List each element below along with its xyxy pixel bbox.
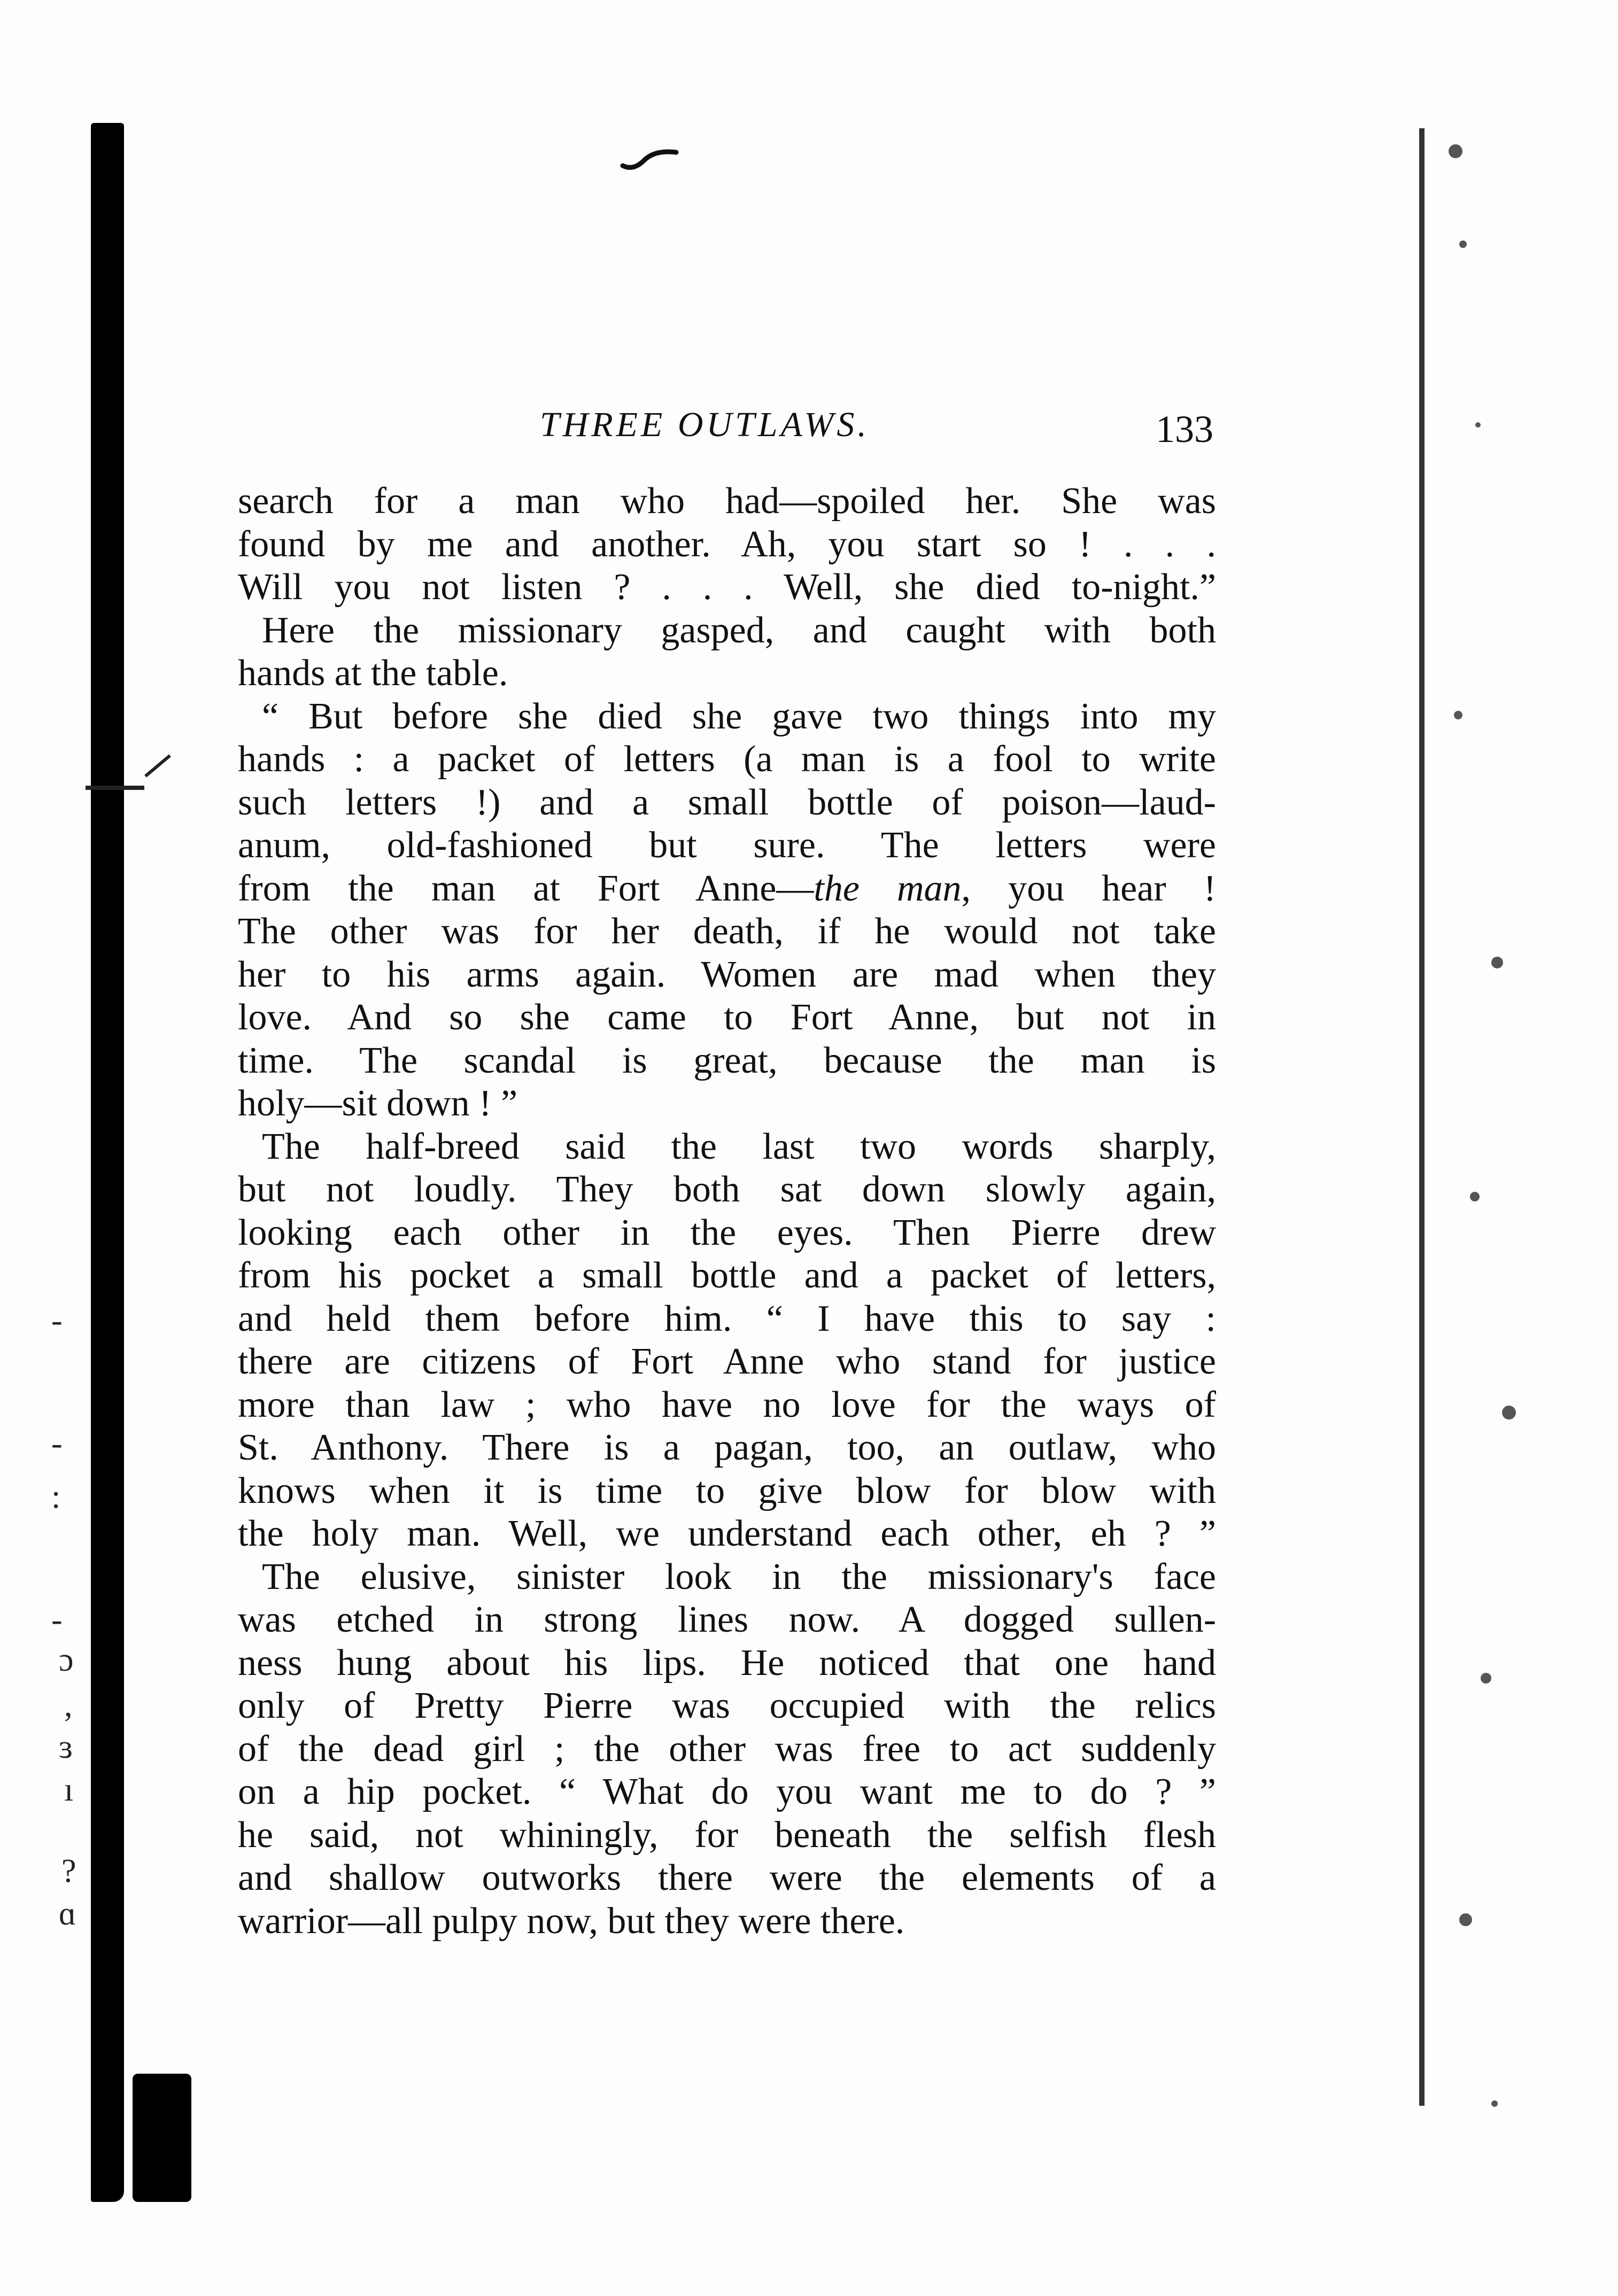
page-edge-right: [1411, 123, 1582, 2111]
body-text: [238, 480, 1216, 1943]
margin-fragment: -: [51, 1302, 63, 1339]
text-line: there are citizens of Fort Anne who stand for justice: [238, 1341, 1216, 1382]
text-line: The half-breed said the last two words sharply,: [262, 1126, 1216, 1167]
text-line: ness hung about his lips. He noticed that one hand: [238, 1642, 1216, 1684]
margin-fragment: ɜ: [59, 1729, 73, 1765]
text-line: hands : a packet of letters (a man is a fool to write: [238, 739, 1216, 780]
text-line: St. Anthony. There is a pagan, too, an outlaw, who: [238, 1427, 1216, 1468]
text-line: such letters !) and a small bottle of poison—laud-: [238, 781, 1216, 823]
text-line: warrior—all pulpy now, but they were there.: [238, 1900, 905, 1942]
text-line: search for a man who had—spoiled her. She was: [238, 480, 1216, 522]
text-line: was etched in strong lines now. A dogged sullen-: [238, 1599, 1216, 1640]
text-line: “ But before she died she gave two things into my: [262, 695, 1216, 737]
text-line: he said, not whiningly, for beneath the selfish flesh: [238, 1814, 1216, 1856]
margin-fragment: -: [51, 1425, 63, 1462]
text-line: her to his arms again. Women are mad when they: [238, 953, 1216, 995]
margin-fragment: ?: [61, 1853, 76, 1889]
text-line: holy—sit down ! ”: [238, 1083, 518, 1124]
text-line: love. And so she came to Fort Anne, but not in: [238, 997, 1216, 1038]
text-line: Will you not listen ? . . . Well, she died to-night.”: [238, 567, 1216, 608]
text-line: time. The scandal is great, because the man is: [238, 1040, 1216, 1081]
text-line: but not loudly. They both sat down slowly again,: [238, 1169, 1216, 1210]
text-line: The other was for her death, if he would not take: [238, 911, 1216, 952]
running-title: THREE OUTLAWS.: [540, 405, 870, 444]
binding-shadow-tail: [133, 2074, 191, 2202]
text-line: found by me and another. Ah, you start so ! . . .: [238, 523, 1216, 565]
margin-tick: [86, 786, 144, 790]
text-line: more than law ; who have no love for the ways of: [238, 1384, 1216, 1425]
binding-shadow: [91, 123, 124, 2202]
margin-fragment: ,: [64, 1687, 73, 1724]
text-line: anum, old-fashioned but sure. The letters were: [238, 825, 1216, 866]
text-line: knows when it is time to give blow for blow with: [238, 1470, 1216, 1511]
text-line: The elusive, sinister look in the missionary's face: [262, 1556, 1216, 1597]
text-line: hands at the table.: [238, 653, 508, 694]
margin-fragment: ı: [64, 1772, 74, 1808]
margin-fragment: ɑ: [59, 1896, 76, 1932]
margin-tick: [144, 754, 171, 777]
text-line: and held them before him. “ I have this to say :: [238, 1298, 1216, 1339]
text-line: Here the missionary gasped, and caught with both: [262, 609, 1216, 651]
text-line: [238, 867, 1216, 911]
text-line: from his pocket a small bottle and a packet of letters,: [238, 1255, 1216, 1296]
margin-fragment: -: [51, 1602, 63, 1638]
text-line: the holy man. Well, we understand each other, eh ? ”: [238, 1513, 1216, 1554]
text-line: on a hip pocket. “ What do you want me to do ? ”: [238, 1771, 1216, 1812]
page-number: 133: [1156, 408, 1213, 451]
text-run: , you hear !: [961, 867, 1216, 909]
running-head: [235, 401, 1213, 449]
margin-fragment: :: [51, 1479, 61, 1515]
text-line: of the dead girl ; the other was free to act suddenly: [238, 1728, 1216, 1770]
text-line: and shallow outworks there were the elements of a: [238, 1857, 1216, 1898]
ink-mark-top: [620, 142, 679, 174]
margin-fragment: ɔ: [59, 1642, 74, 1678]
italic-run: the man: [814, 867, 962, 909]
text-run: from the man at Fort Anne—: [238, 867, 814, 909]
text-line: looking each other in the eyes. Then Pierre drew: [238, 1212, 1216, 1253]
text-line: only of Pretty Pierre was occupied with the relics: [238, 1685, 1216, 1726]
